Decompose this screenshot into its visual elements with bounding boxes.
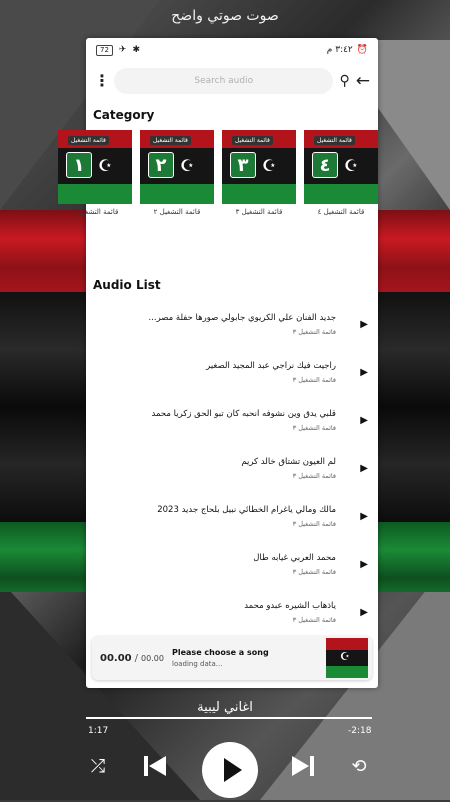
now-playing-title: اغاني ليبية: [197, 700, 253, 715]
previous-icon[interactable]: [142, 754, 168, 778]
alarm-icon: ⏰: [356, 45, 368, 55]
crescent-star-icon: ☪: [262, 156, 277, 175]
track-text: [94, 505, 336, 528]
next-icon[interactable]: [290, 754, 316, 778]
mini-player-info: [164, 648, 326, 668]
thumb-green: [304, 184, 378, 204]
category-number: ٢: [148, 152, 174, 178]
list-item[interactable]: [86, 588, 378, 636]
category-label: قائمة التشغيل ٤: [317, 208, 365, 216]
track-title: ياذهاب الشيره عبدو محمد: [244, 600, 336, 611]
category-thumbnail: [222, 130, 296, 204]
mini-player-title: Please choose a song: [172, 648, 269, 657]
category-label: قائمة التشغيل ١: [71, 208, 119, 216]
category-thumbnail: [58, 130, 132, 204]
airplane-icon: ✈: [118, 45, 127, 55]
category-tag: قائمة التشغيل: [150, 136, 191, 145]
track-playlist: قائمة التشغيل ٣: [292, 375, 336, 384]
play-icon[interactable]: ▶: [360, 414, 368, 426]
remaining-time: -2:18: [348, 726, 372, 736]
list-item[interactable]: [86, 492, 378, 540]
play-icon[interactable]: ▶: [360, 558, 368, 570]
track-title: قلبي يدق وين نشوفه انحبه كان تبو الحق زكريا محمد: [151, 408, 336, 419]
play-button[interactable]: [202, 742, 258, 798]
track-playlist: قائمة التشغيل ٣: [292, 567, 336, 576]
shuffle-icon[interactable]: ⤮: [90, 756, 106, 777]
thumb-green: [58, 184, 132, 204]
category-number: ١: [66, 152, 92, 178]
track-playlist: قائمة التشغيل ٣: [292, 423, 336, 432]
search-box[interactable]: [114, 68, 333, 94]
elapsed-time: 1:17: [88, 726, 109, 736]
bluetooth-icon: ✱: [132, 45, 141, 55]
play-icon[interactable]: ▶: [360, 606, 368, 618]
crescent-star-icon: ☪: [180, 156, 195, 175]
thumb-green: [326, 666, 368, 678]
category-tag: قائمة التشغيل: [232, 136, 273, 145]
repeat-icon[interactable]: ⟲: [351, 756, 367, 777]
track-title: جديد الفنان علي الكريوي جابولي صورها حفلة مصر...: [148, 312, 336, 323]
play-icon[interactable]: ▶: [360, 366, 368, 378]
category-card[interactable]: [58, 130, 132, 216]
progress-fill: [86, 717, 372, 719]
list-item[interactable]: [86, 396, 378, 444]
search-icon[interactable]: ⚲: [339, 73, 350, 89]
category-tag: قائمة التشغيل: [314, 136, 355, 145]
track-title: لم العيون تشتاق خالد كريم: [241, 456, 336, 467]
back-arrow-icon[interactable]: ←: [355, 71, 370, 91]
category-card[interactable]: [140, 130, 214, 216]
track-playlist: قائمة التشغيل ٣: [292, 615, 336, 624]
total-time: 00.00: [141, 653, 164, 663]
album-art: [326, 638, 368, 678]
track-text: [94, 313, 336, 336]
track-playlist: قائمة التشغيل ٣: [292, 327, 336, 336]
track-text: [94, 361, 336, 384]
category-list: [58, 130, 378, 216]
battery-indicator: 72: [96, 45, 113, 56]
audio-list: [86, 300, 378, 636]
category-tag: قائمة التشغيل: [68, 136, 109, 145]
mini-player[interactable]: [92, 636, 372, 680]
time-separator: /: [134, 652, 139, 664]
category-title: Category: [93, 108, 155, 122]
category-number: ٣: [230, 152, 256, 178]
search-row: [86, 62, 378, 100]
category-number: ٤: [312, 152, 338, 178]
play-icon[interactable]: ▶: [360, 462, 368, 474]
current-time: 00.00: [100, 652, 132, 664]
list-item[interactable]: [86, 444, 378, 492]
list-item[interactable]: [86, 540, 378, 588]
status-right: [327, 45, 368, 55]
category-thumbnail: [304, 130, 378, 204]
playback-controls: [0, 742, 450, 798]
list-item[interactable]: [86, 348, 378, 396]
status-time: ٣:٤٢ م: [326, 45, 353, 55]
track-text: [94, 601, 336, 624]
crescent-star-icon: ☪: [340, 650, 350, 663]
crescent-star-icon: ☪: [98, 156, 113, 175]
track-text: [94, 409, 336, 432]
play-icon[interactable]: ▶: [360, 318, 368, 330]
phone-screen: [71, 38, 378, 688]
track-title: محمد العربي غيابه طال: [253, 552, 336, 563]
status-left: [96, 45, 140, 56]
crescent-star-icon: ☪: [344, 156, 359, 175]
mini-player-status: loading data...: [172, 660, 223, 668]
audio-list-title: Audio List: [93, 278, 161, 292]
status-bar: [86, 38, 378, 62]
header-title: صوت صوتي واضح: [171, 8, 279, 24]
thumb-red: [326, 638, 368, 650]
category-card[interactable]: [222, 130, 296, 216]
search-input[interactable]: [124, 76, 323, 86]
thumb-green: [140, 184, 214, 204]
play-icon[interactable]: ▶: [360, 510, 368, 522]
thumb-green: [222, 184, 296, 204]
track-title: راجيت فيك نراجي عبد المجيد الصغير: [206, 360, 336, 371]
track-text: [94, 457, 336, 480]
category-card[interactable]: [304, 130, 378, 216]
track-title: مالك ومالي ياغرام الخطائي نبيل بلحاج جديد 2023: [157, 504, 336, 515]
more-options-icon[interactable]: ⋮: [94, 71, 110, 90]
mini-player-time: [100, 653, 164, 664]
track-playlist: قائمة التشغيل ٣: [292, 519, 336, 528]
track-playlist: قائمة التشغيل ٣: [292, 471, 336, 480]
category-label: قائمة التشغيل ٢: [153, 208, 201, 216]
track-text: [94, 553, 336, 576]
list-item[interactable]: [86, 300, 378, 348]
progress-bar[interactable]: [86, 717, 372, 719]
category-thumbnail: [140, 130, 214, 204]
category-label: قائمة التشغيل ٣: [235, 208, 283, 216]
